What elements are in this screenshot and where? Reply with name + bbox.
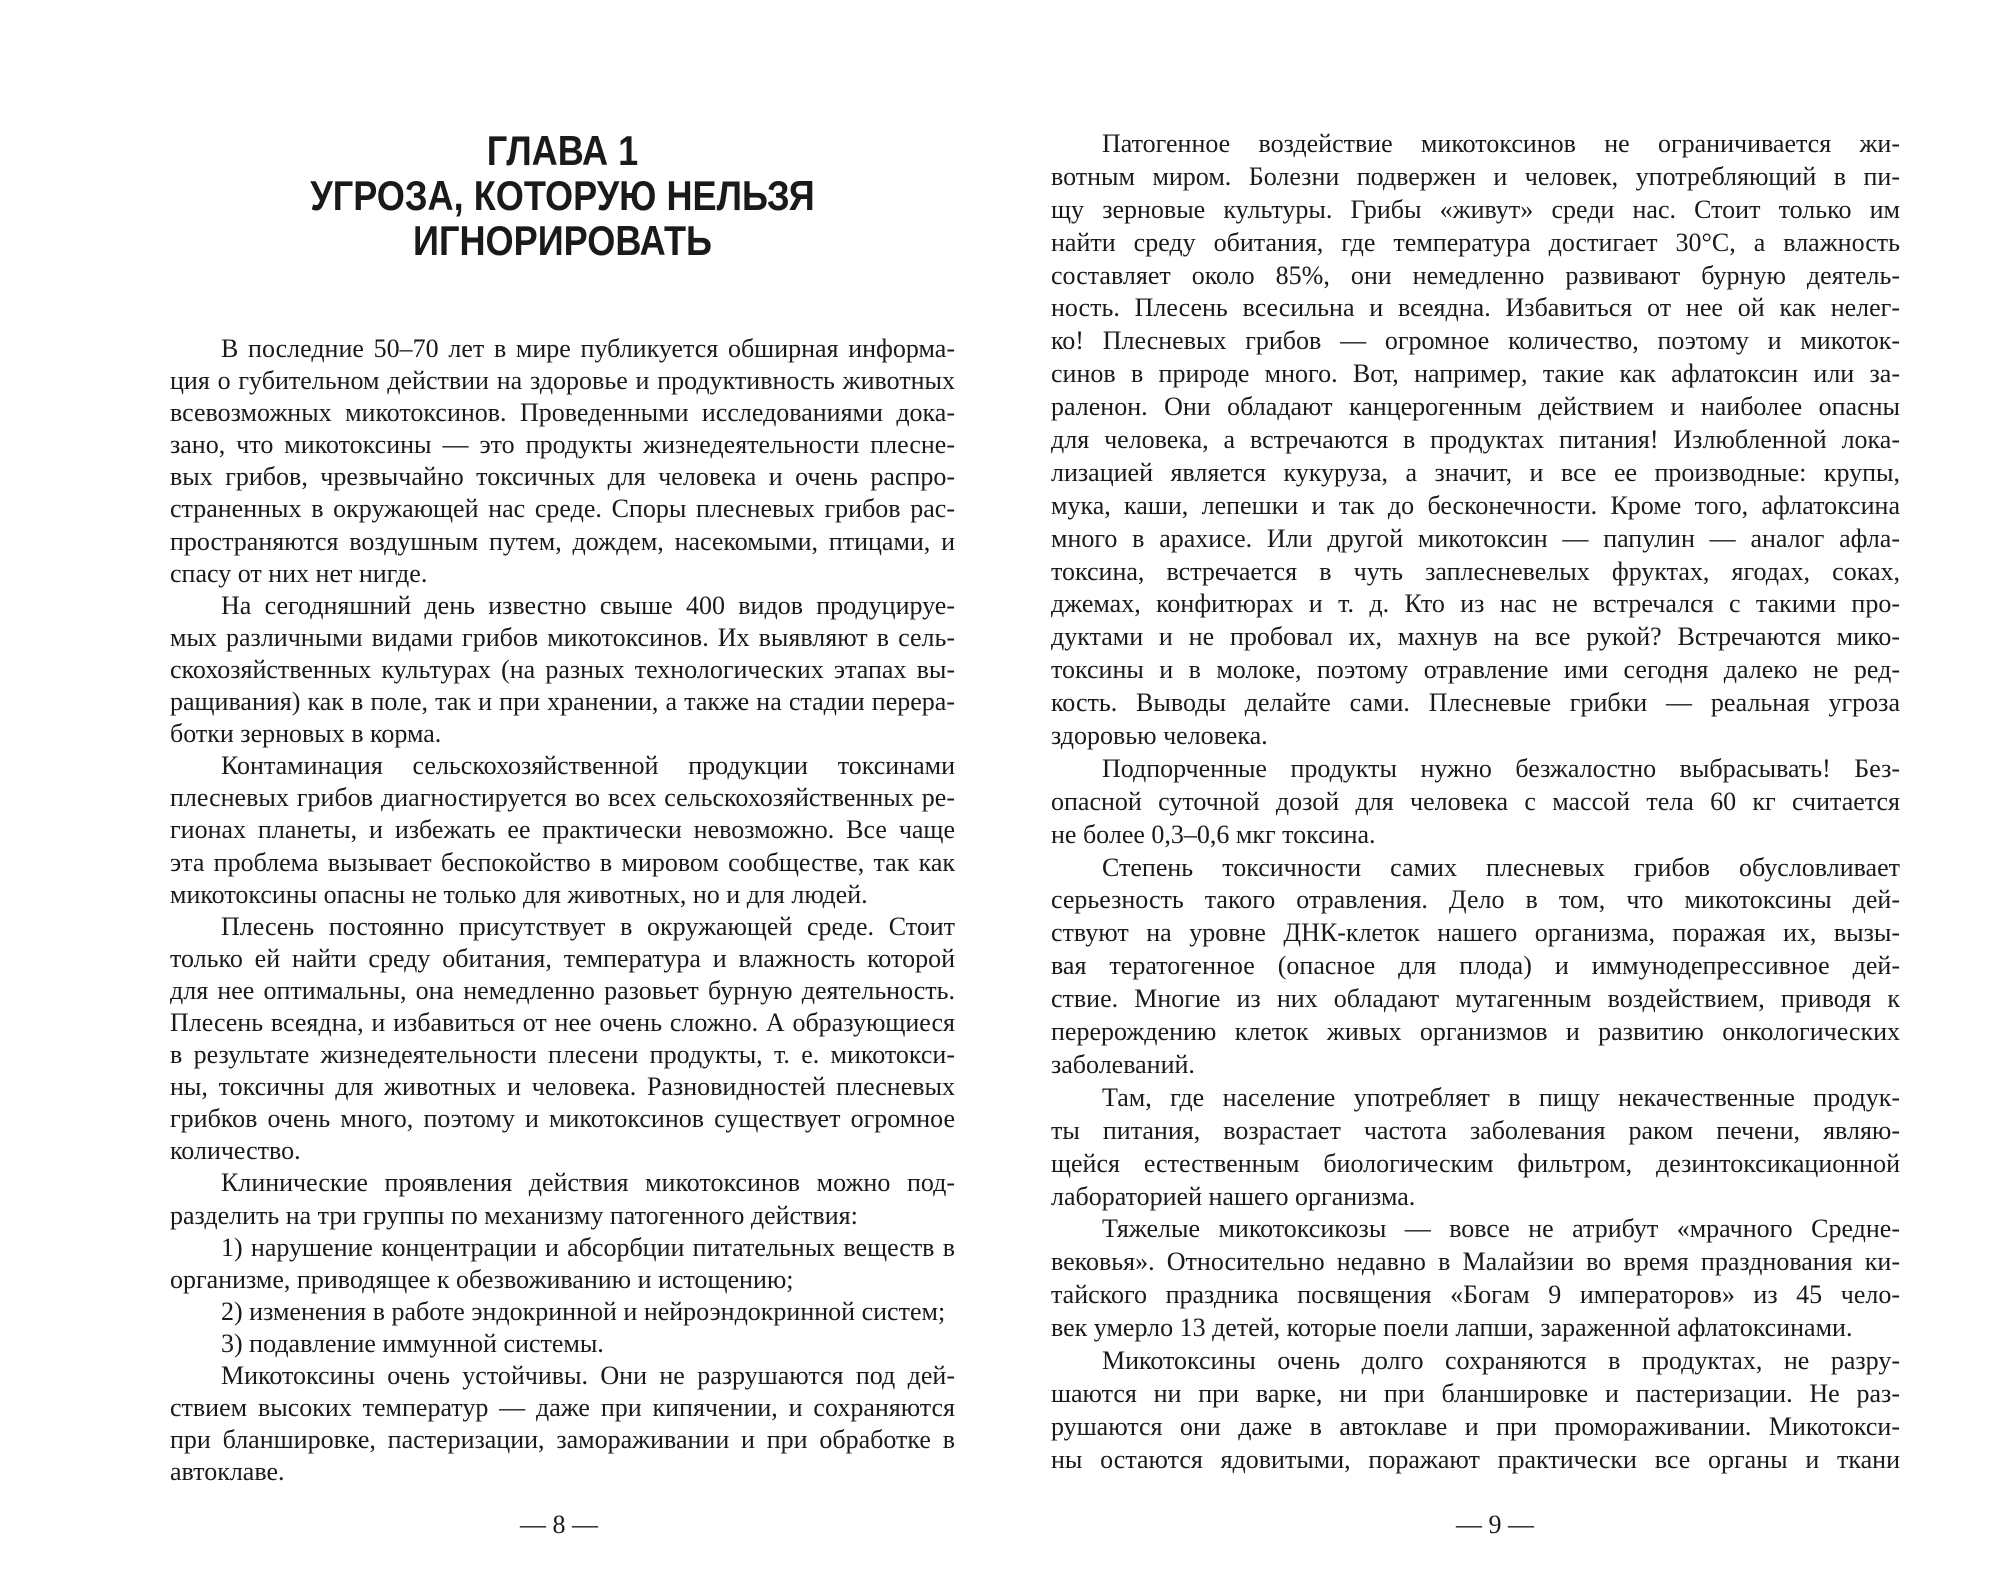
text-line: Клинические проявления действия микотоксинов можно под-: [221, 1168, 955, 1198]
paragraph: [170, 1328, 955, 1360]
page-number: — 8 —: [520, 1510, 598, 1539]
text-line: шаются ни при варке, ни при бланшировке и пастеризации. Не раз-: [1051, 1378, 1900, 1408]
text-line: лабораторией нашего организма.: [1051, 1181, 1416, 1211]
text-line: ствием высоких температур — даже при кипячении, и сохраняются: [170, 1393, 955, 1423]
text-line: кость. Выводы делайте сами. Плесневые грибки — реальная угроза: [1051, 688, 1900, 718]
text-line: Плесень всеядна, и избавиться от нее очень сложно. А образующиеся: [170, 1007, 955, 1037]
text-line: На сегодняшний день известно свыше 400 видов продуцируе-: [221, 590, 955, 620]
page-body: [1051, 128, 1900, 1477]
text-line: ствуют на уровне ДНК-клеток нашего организма, поражая их, вызы-: [1051, 918, 1900, 948]
text-line: джемах, конфитюрах и т. д. Кто из нас не встречался с такими про-: [1051, 589, 1900, 619]
text-line: тайского праздника посвящения «Богам 9 императоров» из 45 чело-: [1051, 1280, 1900, 1310]
text-line: токсина, встречается в чуть заплесневелых фруктах, ягодах, соках,: [1051, 556, 1900, 586]
text-line: Контаминация сельскохозяйственной продукции токсинами: [221, 751, 955, 781]
text-line: в результате жизнедеятельности плесени продукты, т. е. микотокси-: [170, 1040, 955, 1070]
text-line: мых различными видами грибов микотоксинов. Их выявляют в сель-: [170, 622, 955, 652]
text-line: ботки зерновых в корма.: [170, 719, 442, 749]
text-line: всевозможных микотоксинов. Проведенными исследованиями дока-: [170, 398, 955, 428]
text-line: ствие. Многие из них обладают мутагенным воздействием, приводя к: [1051, 984, 1900, 1014]
text-line: ны остаются ядовитыми, поражают практически все органы и ткани: [1051, 1444, 1900, 1474]
text-line: много в арахисе. Или другой микотоксин — папулин — аналог афла-: [1051, 523, 1900, 553]
text-line: щу зерновые культуры. Грибы «живут» среди нас. Стоит только им: [1051, 194, 1900, 224]
text-line: для нее оптимальны, она немедленно разовьет бурную деятельность.: [170, 975, 955, 1005]
text-line: спасу от них нет нигде.: [170, 558, 428, 588]
text-line: 2) изменения в работе эндокринной и нейроэндокринной систем;: [221, 1296, 946, 1326]
text-line: век умерло 13 детей, которые поели лапши, зараженной афлатоксинами.: [1051, 1313, 1853, 1343]
text-line: Микотоксины очень долго сохраняются в продуктах, не разру-: [1102, 1345, 1900, 1375]
text-line: здоровью человека.: [1051, 721, 1268, 751]
text-line: Патогенное воздействие микотоксинов не ограничивается жи-: [1102, 129, 1900, 158]
text-line: количество.: [170, 1136, 301, 1166]
paragraph: [170, 750, 955, 910]
paragraph: [1051, 1082, 1900, 1214]
text-line: вековья». Относительно недавно в Малайзии во время празднования ки-: [1051, 1247, 1900, 1277]
text-line: щейся естественным биологическим фильтром, дезинтоксикационной: [1051, 1148, 1900, 1178]
text-line: ты питания, возрастает частота заболевания раком печени, являю-: [1051, 1115, 1900, 1145]
text-line: пространяются воздушным путем, дождем, насекомыми, птицами, и: [170, 526, 955, 556]
paragraph: [1051, 753, 1900, 852]
paragraph: [170, 1232, 955, 1296]
text-line: Плесень постоянно присутствует в окружающей среде. Стоит: [221, 911, 955, 941]
paragraph: [1051, 128, 1900, 753]
text-line: Подпорченные продукты нужно безжалостно выбрасывать! Без-: [1102, 753, 1900, 783]
text-line: только ей найти среду обитания, температура и влажность которой: [170, 943, 955, 973]
text-line: ность. Плесень всесильна и всеядна. Избавиться от нее ой как нелег-: [1051, 293, 1900, 323]
text-line: опасной суточной дозой для человека с массой тела 60 кг считается: [1051, 786, 1900, 816]
text-line: не более 0,3–0,6 мкг токсина.: [1051, 819, 1376, 849]
text-line: Там, где население употребляет в пищу некачественные продук-: [1102, 1082, 1900, 1112]
text-line: для человека, а встречаются в продуктах питания! Излюбленной лока-: [1051, 425, 1900, 455]
paragraph: [170, 1360, 955, 1488]
text-line: рушаются они даже в автоклаве и при промораживании. Микотокси-: [1051, 1411, 1900, 1441]
text-line: ко! Плесневых грибов — огромное количество, поэтому и микоток-: [1051, 326, 1900, 356]
text-line: эта проблема вызывает беспокойство в мировом сообществе, так как: [170, 847, 955, 877]
text-line: Тяжелые микотоксикозы — вовсе не атрибут «мрачного Средне-: [1102, 1214, 1900, 1244]
text-line: гионах планеты, и избежать ее практически невозможно. Все чаще: [170, 815, 955, 845]
text-line: синов в природе много. Вот, например, такие как афлатоксин или за-: [1051, 359, 1900, 389]
text-line: зано, что микотоксины — это продукты жизнедеятельности плесне-: [170, 430, 955, 460]
text-line: токсины и в молоке, поэтому отравление ими сегодня далеко не ред-: [1051, 655, 1900, 685]
text-line: организме, приводящее к обезвоживанию и истощению;: [170, 1264, 794, 1294]
chapter-heading: [170, 128, 955, 263]
page-body: [170, 333, 955, 1488]
text-line: ращивания) как в поле, так и при хранении, а также на стадии перера-: [170, 687, 955, 717]
text-line: заболеваний.: [1051, 1049, 1195, 1079]
text-line: при бланшировке, пастеризации, замораживании и при обработке в: [170, 1425, 955, 1455]
chapter-title-line: УГРОЗА, КОТОРУЮ НЕЛЬЗЯ: [310, 172, 815, 219]
text-line: плесневых грибов диагностируется во всех сельскохозяйственных ре-: [170, 783, 955, 813]
text-line: ны, токсичны для животных и человека. Разновидностей плесневых: [170, 1072, 955, 1102]
chapter-title-line: ИГНОРИРОВАТЬ: [413, 217, 712, 264]
paragraph: [170, 911, 955, 1168]
text-line: Степень токсичности самих плесневых грибов обусловливает: [1102, 852, 1900, 882]
text-line: перерождению клеток живых организмов и развитию онкологических: [1051, 1017, 1900, 1047]
text-line: вая тератогенное (опасное для плода) и иммунодепрессивное дей-: [1051, 951, 1900, 981]
text-line: серьезность такого отравления. Дело в том, что микотоксины дей-: [1051, 885, 1900, 915]
text-line: страненных в окружающей нас среде. Споры плесневых грибов рас-: [170, 494, 955, 524]
text-line: В последние 50–70 лет в мире публикуется обширная информа-: [221, 334, 955, 363]
paragraph: [170, 333, 955, 590]
page-number: — 9 —: [1456, 1510, 1534, 1539]
text-line: лизацией является кукуруза, а значит, и все ее производные: крупы,: [1051, 457, 1900, 487]
text-line: 1) нарушение концентрации и абсорбции питательных веществ в: [221, 1232, 955, 1262]
text-line: вотным миром. Болезни подвержен и человек, употребляющий в пи-: [1051, 161, 1900, 191]
text-line: грибков очень много, поэтому и микотоксинов существует огромное: [170, 1104, 955, 1134]
paragraph: [170, 1167, 955, 1231]
paragraph: [1051, 1345, 1900, 1477]
text-line: найти среду обитания, где температура достигает 30°С, а влажность: [1051, 227, 1900, 257]
text-line: скохозяйственных культурах (на разных технологических этапах вы-: [170, 654, 955, 684]
text-line: 3) подавление иммунной системы.: [221, 1328, 604, 1358]
paragraph: [170, 1296, 955, 1328]
text-line: разделить на три группы по механизму патогенного действия:: [170, 1200, 858, 1230]
paragraph: [1051, 1213, 1900, 1345]
chapter-number: ГЛАВА 1: [486, 127, 639, 174]
text-line: ция о губительном действии на здоровье и продуктивность животных: [170, 366, 955, 396]
text-line: автоклаве.: [170, 1457, 285, 1487]
text-line: раленон. Они обладают канцерогенным действием и наиболее опасны: [1051, 392, 1900, 422]
text-line: составляет около 85%, они немедленно развивают бурную деятель-: [1051, 260, 1900, 290]
paragraph: [1051, 852, 1900, 1082]
text-line: мука, каши, лепешки и так до бесконечности. Кроме того, афлатоксина: [1051, 490, 1900, 520]
text-line: микотоксины опасны не только для животных, но и для людей.: [170, 879, 868, 909]
text-line: дуктами и не пробовал их, махнув на все рукой? Встречаются мико-: [1051, 622, 1900, 652]
text-line: вых грибов, чрезвычайно токсичных для человека и очень распро-: [170, 462, 955, 492]
text-line: Микотоксины очень устойчивы. Они не разрушаются под дей-: [221, 1361, 955, 1390]
paragraph: [170, 590, 955, 750]
